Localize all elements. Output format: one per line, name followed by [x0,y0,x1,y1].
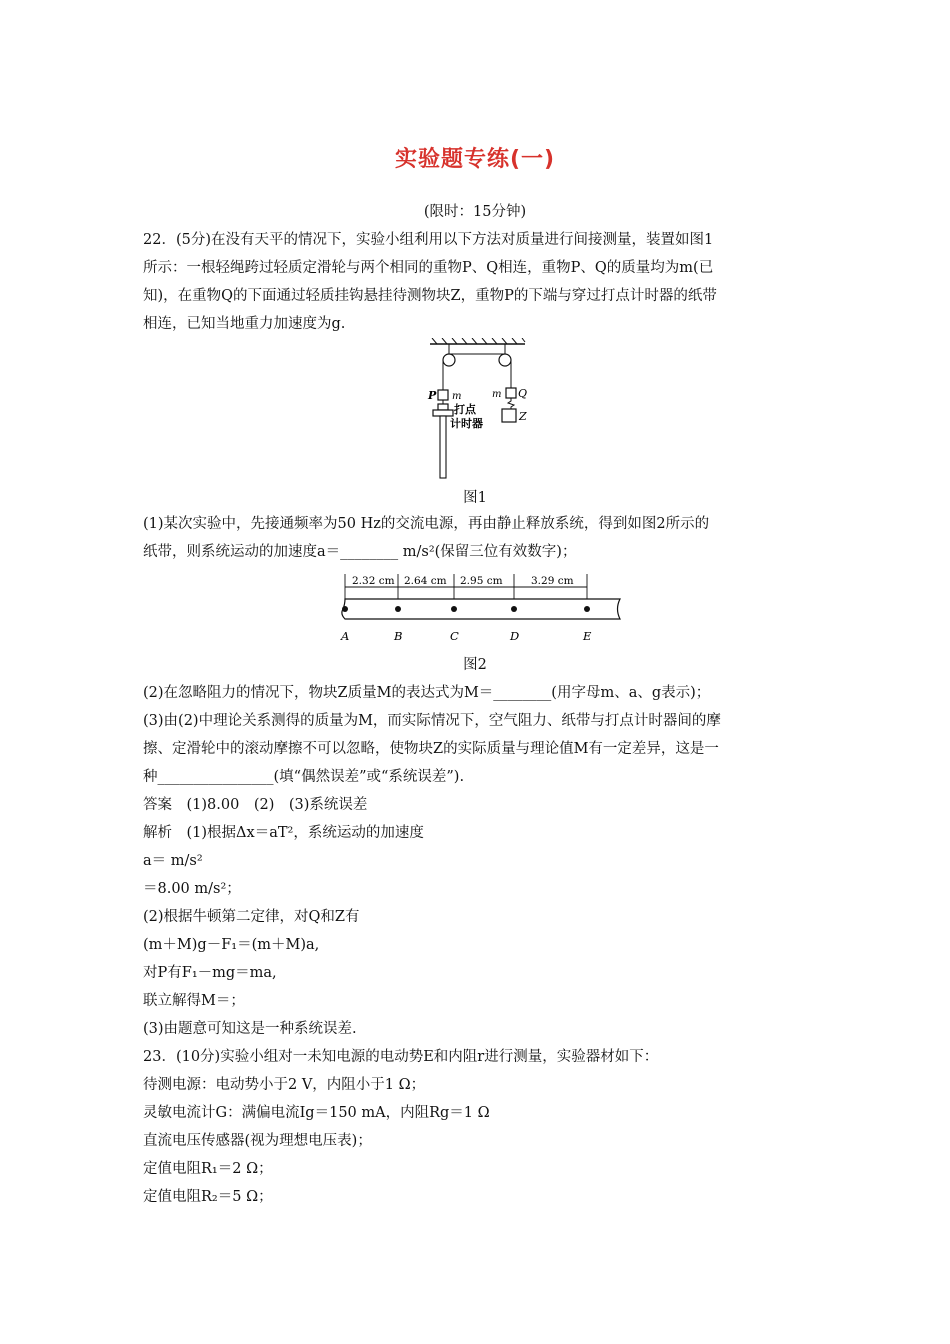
label-p: P [428,389,437,402]
analysis-line: (3)由题意可知这是一种系统误差. [143,1021,357,1037]
q23-line: 直流电压传感器(视为理想电压表)； [143,1133,372,1149]
tape-dot [395,606,401,612]
q23-line: 23．(10分)实验小组对一未知电源的电动势E和内阻r进行测量，实验器材如下： [143,1049,659,1065]
point-label: A [341,629,350,643]
spacing-label: 2.95 cm [460,575,503,587]
answer-line: 答案 (1)8.00 (2) (3)系统误差 [143,797,368,813]
hook [508,398,514,409]
q22-line: 22．(5分)在没有天平的情况下，实验小组利用以下方法对质量进行间接测量，装置如图1 [143,232,714,248]
timer-body [433,410,453,416]
analysis-line: 联立解得M＝； [143,993,245,1009]
figure-2-caption: 图2 [463,657,487,673]
label-m-right: m [492,389,502,400]
q22-part3-line: (3)由(2)中理论关系测得的质量为M，而实际情况下，空气阻力、纸带与打点计时器间的摩 [143,713,721,729]
analysis-line: (m＋M)g－F₁＝(m＋M)a, [143,937,320,953]
point-label: E [583,629,592,643]
tape-outline [342,599,620,619]
q22-part2-line: (2)在忽略阻力的情况下，物块Z质量M的表达式为M＝________(用字母m、a、g表示)； [143,685,711,701]
q23-line: 定值电阻R₁＝2 Ω； [143,1161,273,1177]
label-z: Z [519,410,527,423]
q23-line: 定值电阻R₂＝5 Ω； [143,1189,273,1205]
figure-2-paper-tape [325,568,625,650]
label-q: Q [518,387,528,400]
q22-part1-line: 纸带，则系统运动的加速度a＝________ m/s²(保留三位有效数字)； [143,544,577,560]
spacing-label: 2.64 cm [404,575,447,587]
q22-part3-line: 种________________(填“偶然误差”或“系统误差”). [143,769,465,785]
analysis-line: (2)根据牛顿第二定律，对Q和Z有 [143,909,360,925]
label-timer-1: 打点 [454,403,476,416]
analysis-line: a＝ m/s² [143,853,203,869]
point-label: B [394,629,403,643]
q22-line: 知)，在重物Q的下面通过轻质挂钩悬挂待测物块Z，重物P的下端与穿过打点计时器的纸带 [143,288,717,304]
weight-p [438,390,448,400]
time-limit: (限时：15分钟) [423,204,527,220]
q23-line: 待测电源：电动势小于2 V，内阻小于1 Ω； [143,1077,426,1093]
paper-tape [440,416,446,478]
analysis-line: 对P有F₁－mg＝ma, [143,965,277,981]
block-z [502,409,516,422]
figure-1-caption: 图1 [463,490,487,506]
timer-top [438,404,448,410]
point-label: C [450,629,459,643]
ceiling [430,338,525,344]
spacing-label: 2.32 cm [352,575,395,587]
page-title: 实验题专练(一) [394,147,556,172]
tape-dot [342,606,348,612]
q22-line: 相连，已知当地重力加速度为g. [143,316,346,332]
figure-1-apparatus [420,338,535,480]
tape-dot [511,606,517,612]
analysis-line: ＝8.00 m/s²； [143,881,241,897]
pulley-left [443,354,455,366]
q22-part3-line: 擦、定滑轮中的滚动摩擦不可以忽略，使物块Z的实际质量与理论值M有一定差异，这是一 [143,741,719,757]
analysis-line: 解析 (1)根据Δx＝aT²，系统运动的加速度 [143,825,424,841]
pulley-right [499,354,511,366]
tape-dot [584,606,590,612]
weight-q [506,388,516,398]
label-m-left: m [452,391,462,402]
q22-part1-line: (1)某次实验中，先接通频率为50 Hz的交流电源，再由静止释放系统，得到如图2所示的 [143,516,710,532]
point-label: D [510,629,520,643]
q22-line: 所示：一根轻绳跨过轻质定滑轮与两个相同的重物P、Q相连，重物P、Q的质量均为m(已 [143,260,714,276]
tape-dot [451,606,457,612]
spacing-label: 3.29 cm [531,575,574,587]
label-timer-2: 计时器 [450,417,483,430]
q23-line: 灵敏电流计G：满偏电流Ig＝150 mA，内阻Rg＝1 Ω [143,1105,490,1121]
